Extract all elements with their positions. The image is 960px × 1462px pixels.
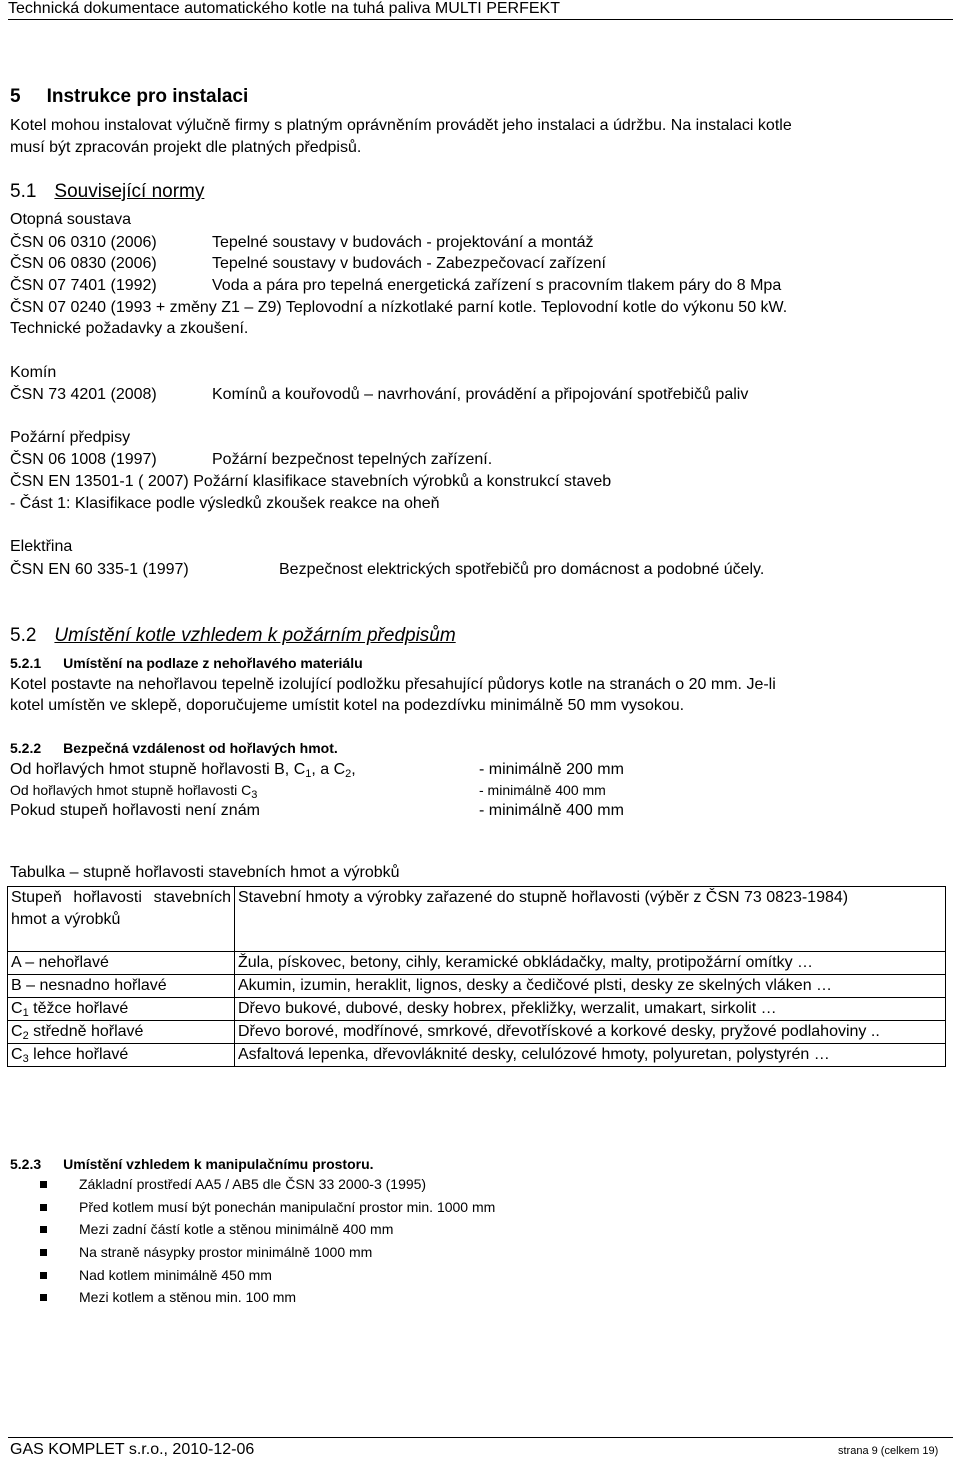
table-cell-grade: [8, 1021, 235, 1044]
page-header-title: Technická dokumentace automatického kotle na tuhá paliva MULTI PERFEKT: [8, 0, 560, 17]
distance-row-2-value: - minimálně 400 mm: [479, 782, 606, 798]
electricity-code: ČSN EN 60 335-1 (1997): [10, 561, 189, 578]
list-item: Základní prostředí AA5 / AB5 dle ČSN 33 2000-3 (1995): [79, 1176, 427, 1192]
bullet-icon: [40, 1249, 47, 1256]
bullet-icon: [40, 1181, 47, 1188]
section-5-2-2-title: Bezpečná vzdálenost od hořlavých hmot.: [63, 740, 338, 756]
section-5-1-title: Související normy: [54, 181, 205, 202]
grade-text: C: [11, 1000, 23, 1017]
table-cell-materials: Asfaltová lepenka, dřevovláknité desky, celulózové hmoty, polyuretan, polystyrén …: [235, 1044, 946, 1067]
section-5-intro-line1: Kotel mohou instalovat výlučně firmy s platným oprávněním provádět jeho instalaci a údržbu. Na instalaci kotle: [10, 117, 792, 134]
section-5-2-1-heading: [10, 655, 363, 671]
subscript: 2: [22, 1030, 29, 1042]
table-row: [8, 952, 946, 975]
csn-070240-line1: ČSN 07 0240 (1993 + změny Z1 – Z9) Teplovodní a nízkotlaké parní kotle. Teplovodní kotle do výkonu 50 kW.: [10, 299, 788, 316]
subscript: 1: [305, 768, 312, 780]
table-header-grade: Stupeň hořlavosti stavebních hmot a výrobků: [8, 887, 235, 952]
footer-page-number: strana 9 (celkem 19): [838, 1445, 939, 1457]
section-5-2-1-text-line1: Kotel postavte na nehořlavou tepelně izolující podložku přesahující půdorys kotle na stranách o 20 mm. Je-li: [10, 676, 776, 693]
heating-label: Otopná soustava: [10, 211, 131, 228]
csn-070240-line2: Technické požadavky a zkoušení.: [10, 320, 249, 337]
list-item: Mezi zadní částí kotle a stěnou minimálně 400 mm: [79, 1221, 394, 1237]
section-5-2-3-heading: [10, 1156, 374, 1172]
section-5-2-2-heading: [10, 740, 338, 756]
distance-row-3-value: - minimálně 400 mm: [479, 802, 624, 819]
grade-text: C: [11, 1046, 23, 1063]
fire-desc: Požární bezpečnost tepelných zařízení.: [212, 451, 493, 468]
distance-row-1-text-a: Od hořlavých hmot stupně hořlavosti B, C: [10, 761, 306, 778]
subscript: 1: [22, 1007, 29, 1019]
table-cell-materials: Žula, pískovec, betony, cihly, keramické obkládačky, malty, protipožární omítky …: [235, 952, 946, 975]
grade-text: B – nesnadno hořlavé: [11, 977, 167, 994]
section-5-heading: [10, 86, 248, 108]
list-item: Nad kotlem minimálně 450 mm: [79, 1267, 272, 1283]
distance-row-1-value: - minimálně 200 mm: [479, 761, 624, 778]
table-cell-materials: Akumin, izumin, heraklit, lignos, desky a čedičové plsti, desky ze skelných vláken …: [235, 975, 946, 998]
table-cell-grade: [8, 952, 235, 975]
grade-text-rest: středně hořlavé: [28, 1023, 144, 1040]
table-row: [8, 1021, 946, 1044]
bullet-icon: [40, 1294, 47, 1301]
bullet-icon: [40, 1272, 47, 1279]
table-header-row: [8, 887, 946, 952]
distance-row-2: [10, 782, 258, 801]
chimney-label: Komín: [10, 364, 57, 381]
table-cell-grade: [8, 1044, 235, 1067]
section-5-2-1-title: Umístění na podlaze z nehořlavého materiálu: [63, 655, 363, 671]
table-cell-materials: Dřevo bukové, dubové, desky hobrex, překližky, werzalit, umakart, sirkolit …: [235, 998, 946, 1021]
subscript: 2: [345, 768, 352, 780]
section-5-2-3-number: 5.2.3: [10, 1156, 42, 1172]
section-5-2-1-number: 5.2.1: [10, 655, 42, 671]
table-caption: Tabulka – stupně hořlavosti stavebních hmot a výrobků: [10, 864, 400, 881]
table-cell-grade: [8, 975, 235, 998]
distance-row-3: Pokud stupeň hořlavosti není znám: [10, 802, 260, 819]
distance-row-1: [10, 761, 356, 779]
footer-rule: [8, 1437, 953, 1438]
chimney-code: ČSN 73 4201 (2008): [10, 386, 157, 403]
header-rule: [8, 19, 953, 20]
list-item: Před kotlem musí být ponechán manipulační prostor min. 1000 mm: [79, 1199, 496, 1215]
fire-en-line1: ČSN EN 13501-1 ( 2007) Požární klasifikace stavebních výrobků a konstrukcí staveb: [10, 473, 612, 490]
subscript: 3: [251, 789, 258, 801]
list-item: Mezi kotlem a stěnou min. 100 mm: [79, 1289, 297, 1305]
fire-code: ČSN 06 1008 (1997): [10, 451, 157, 468]
electricity-desc: Bezpečnost elektrických spotřebičů pro domácnost a podobné účely.: [279, 561, 765, 578]
footer-company: GAS KOMPLET s.r.o., 2010-12-06: [10, 1441, 255, 1458]
section-5-intro-line2: musí být zpracován projekt dle platných předpisů.: [10, 139, 362, 156]
distance-row-1-text-c: ,: [351, 761, 356, 778]
table-row: [8, 1044, 946, 1067]
section-5-2-title: Umístění kotle vzhledem k požárním předpisům: [54, 625, 456, 646]
norm-desc: Voda a pára pro tepelná energetická zařízení s pracovním tlakem páry do 8 Mpa: [212, 277, 782, 294]
section-5-2-1-text-line2: kotel umístěn ve sklepě, doporučujeme umístit kotel na podezdívku minimálně 50 mm vysokou.: [10, 697, 685, 714]
electricity-label: Elektřina: [10, 538, 73, 555]
grade-text: A – nehořlavé: [11, 954, 109, 971]
section-5-1-number: 5.1: [10, 181, 37, 202]
table-row: [8, 975, 946, 998]
grade-text: C: [11, 1023, 23, 1040]
section-5-2-2-number: 5.2.2: [10, 740, 42, 756]
table-header-materials: Stavební hmoty a výrobky zařazené do stupně hořlavosti (výběr z ČSN 73 0823-1984): [235, 887, 946, 952]
section-5-1-heading: [10, 181, 204, 203]
table-row: [8, 998, 946, 1021]
norm-desc: Tepelné soustavy v budovách - projektování a montáž: [212, 234, 594, 251]
section-5-2-number: 5.2: [10, 625, 37, 646]
fire-label: Požární předpisy: [10, 429, 131, 446]
bullet-icon: [40, 1204, 47, 1211]
distance-row-2-text: Od hořlavých hmot stupně hořlavosti C: [10, 782, 252, 798]
chimney-desc: Komínů a kouřovodů – navrhování, provádění a připojování spotřebičů paliv: [212, 386, 749, 403]
table-cell-grade: [8, 998, 235, 1021]
grade-text-rest: lehce hořlavé: [28, 1046, 129, 1063]
flammability-table: [7, 886, 946, 1067]
norm-code: ČSN 06 0310 (2006): [10, 234, 157, 251]
fire-en-line2: - Část 1: Klasifikace podle výsledků zkoušek reakce na oheň: [10, 495, 440, 512]
section-5-2-3-title: Umístění vzhledem k manipulačnímu prostoru.: [63, 1156, 374, 1172]
distance-row-1-text-b: , a C: [311, 761, 346, 778]
section-5-title: Instrukce pro instalaci: [46, 86, 249, 107]
table-cell-materials: Dřevo borové, modřínové, smrkové, dřevotřískové a korkové desky, pryžové podlahoviny ..: [235, 1021, 946, 1044]
bullet-icon: [40, 1226, 47, 1233]
list-item: Na straně násypky prostor minimálně 1000 mm: [79, 1244, 373, 1260]
section-5-number: 5: [10, 86, 21, 107]
section-5-2-heading: [10, 625, 456, 647]
grade-text-rest: těžce hořlavé: [28, 1000, 129, 1017]
subscript: 3: [22, 1053, 29, 1065]
norm-desc: Tepelné soustavy v budovách - Zabezpečovací zařízení: [212, 255, 606, 272]
norm-code: ČSN 07 7401 (1992): [10, 277, 157, 294]
norm-code: ČSN 06 0830 (2006): [10, 255, 157, 272]
